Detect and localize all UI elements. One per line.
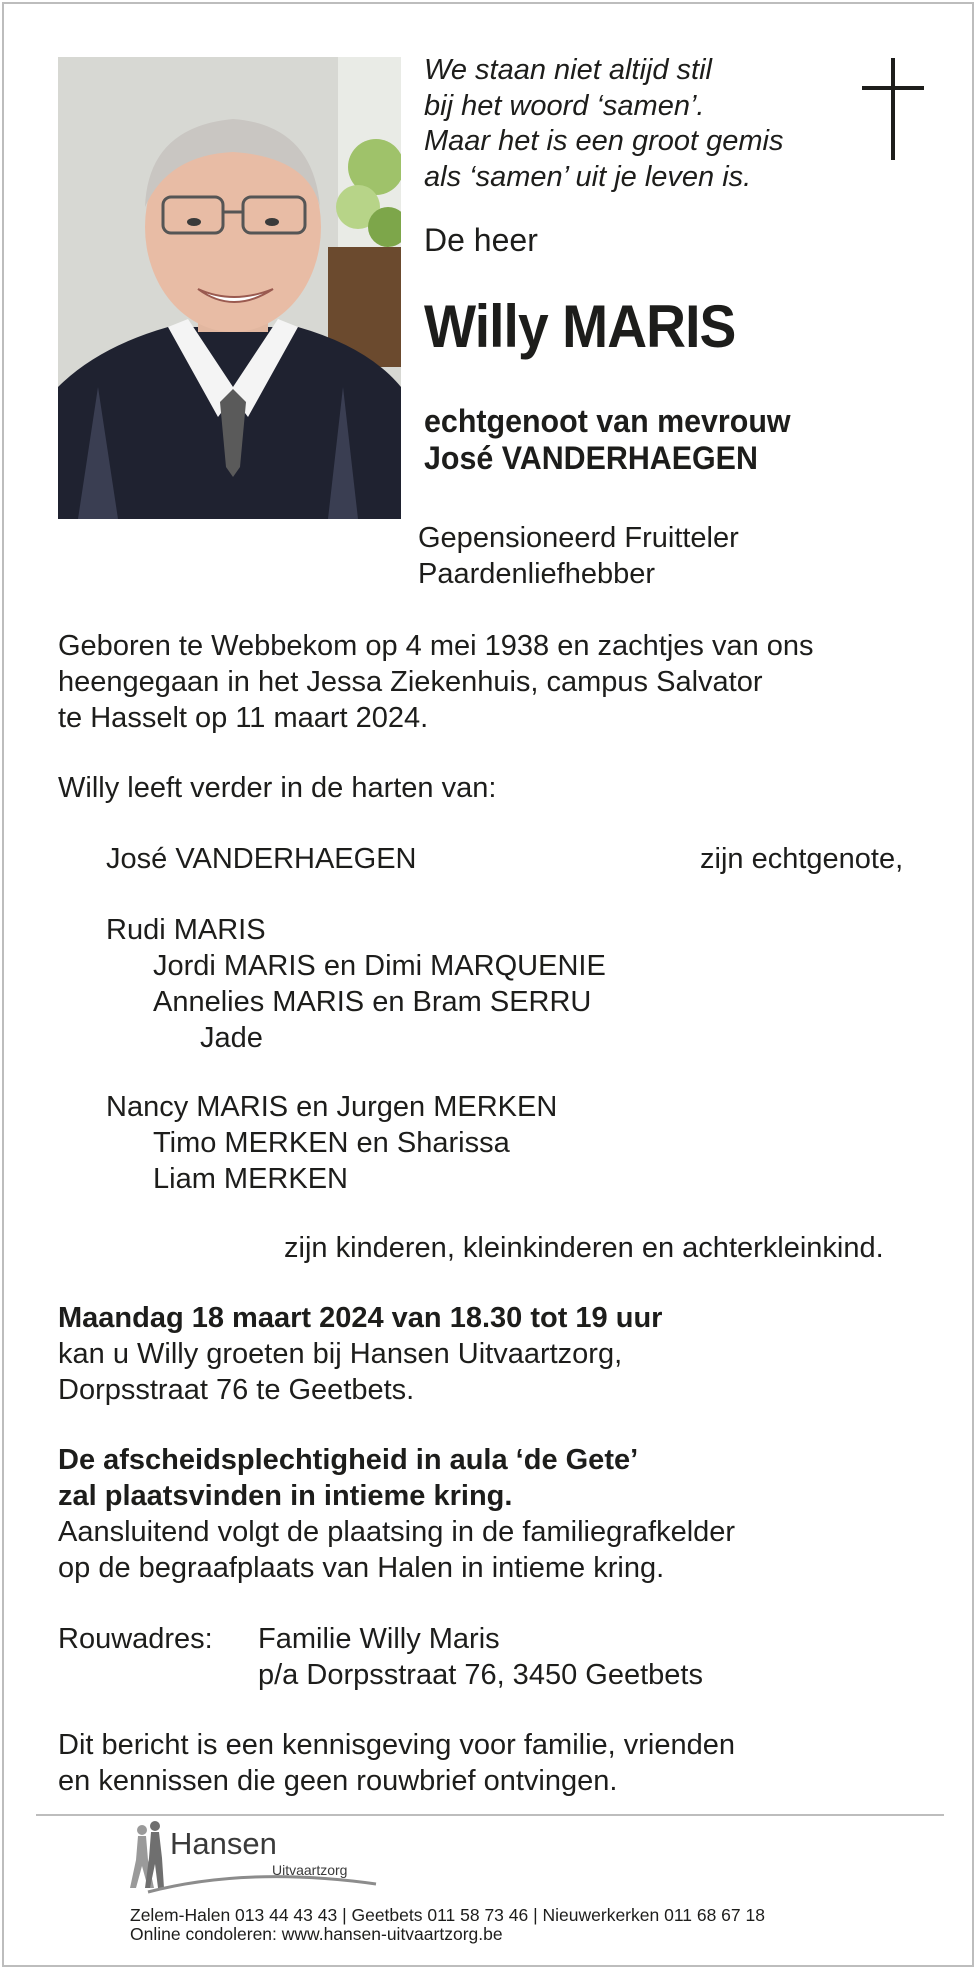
grandchild-name: Jordi MARIS en Dimi MARQUENIE	[153, 950, 606, 982]
address-line: p/a Dorpsstraat 76, 3450 Geetbets	[258, 1659, 703, 1691]
spouse-heading	[424, 403, 791, 477]
personal-titles	[418, 520, 739, 592]
deceased-name: Willy MARIS	[424, 293, 736, 360]
spouse-name: José VANDERHAEGEN	[106, 843, 417, 875]
grandchild-name: Timo MERKEN en Sharissa	[153, 1127, 510, 1159]
notice-text	[58, 1727, 735, 1799]
child-name: Rudi MARIS	[106, 914, 266, 946]
portrait-photo	[58, 57, 401, 519]
text-line: kan u Willy groeten bij Hansen Uitvaartzorg,	[58, 1338, 623, 1370]
poem-line: Maar het is een groot gemis	[424, 125, 784, 157]
spouse-line: echtgenoot van mevrouw	[424, 403, 791, 439]
text-line: Aansluitend volgt de plaatsing in de familiegrafkelder	[58, 1516, 736, 1548]
text-line: Geboren te Webbekom op 4 mei 1938 en zachtjes van ons	[58, 630, 814, 662]
survivors-intro: Willy leeft verder in de harten van:	[58, 772, 497, 804]
text-line: Dit bericht is een kennisgeving voor familie, vrienden	[58, 1729, 736, 1761]
footer-logo-name: Hansen	[170, 1826, 277, 1861]
visitation-datetime: Maandag 18 maart 2024 van 18.30 tot 19 uur	[58, 1302, 663, 1334]
ceremony-heading: De afscheidsplechtigheid in aula ‘de Gete’	[58, 1444, 639, 1476]
text-line: te Hasselt op 11 maart 2024.	[58, 702, 429, 734]
address-label: Rouwadres:	[58, 1623, 213, 1655]
poem-line: We staan niet altijd stil	[424, 54, 712, 86]
title-line: Paardenliefhebber	[418, 558, 656, 590]
spouse-relation: zijn echtgenote,	[700, 843, 904, 875]
grandchild-name: Liam MERKEN	[153, 1163, 348, 1195]
text-line: heengegaan in het Jessa Ziekenhuis, campus Salvator	[58, 666, 763, 698]
poem	[424, 53, 844, 195]
poem-line: als ‘samen’ uit je leven is.	[424, 160, 752, 193]
birth-death-text	[58, 628, 814, 736]
footer-logo-subtitle: Uitvaartzorg	[272, 1862, 348, 1878]
text-line: en kennissen die geen rouwbrief ontvingen.	[58, 1765, 618, 1797]
visitation-info	[58, 1300, 662, 1408]
text-line: Dorpsstraat 76 te Geetbets.	[58, 1374, 415, 1406]
cross-icon	[862, 58, 924, 160]
relation-summary: zijn kinderen, kleinkinderen en achterkleinkind.	[284, 1232, 884, 1264]
footer-divider	[36, 1814, 944, 1816]
spouse-line: José VANDERHAEGEN	[424, 440, 758, 476]
grandchild-name: Annelies MARIS en Bram SERRU	[153, 986, 592, 1018]
footer-phones: Zelem-Halen 013 44 43 43 | Geetbets 011 58 73 46 | Nieuwerkerken 011 68 67 18	[130, 1905, 765, 1925]
footer-online[interactable]: Online condoleren: www.hansen-uitvaartzorg.be	[130, 1924, 503, 1944]
child-name: Nancy MARIS en Jurgen MERKEN	[106, 1091, 558, 1123]
text-line: op de begraafplaats van Halen in intieme kring.	[58, 1552, 665, 1584]
ceremony-info	[58, 1442, 735, 1586]
title-line: Gepensioneerd Fruitteler	[418, 522, 739, 554]
great-grandchild-name: Jade	[200, 1022, 263, 1054]
poem-line: bij het woord ‘samen’.	[424, 89, 705, 122]
address-line: Familie Willy Maris	[258, 1623, 500, 1655]
footer-contact	[130, 1906, 765, 1944]
ceremony-heading: zal plaatsvinden in intieme kring.	[58, 1480, 513, 1512]
salutation: De heer	[424, 222, 538, 258]
